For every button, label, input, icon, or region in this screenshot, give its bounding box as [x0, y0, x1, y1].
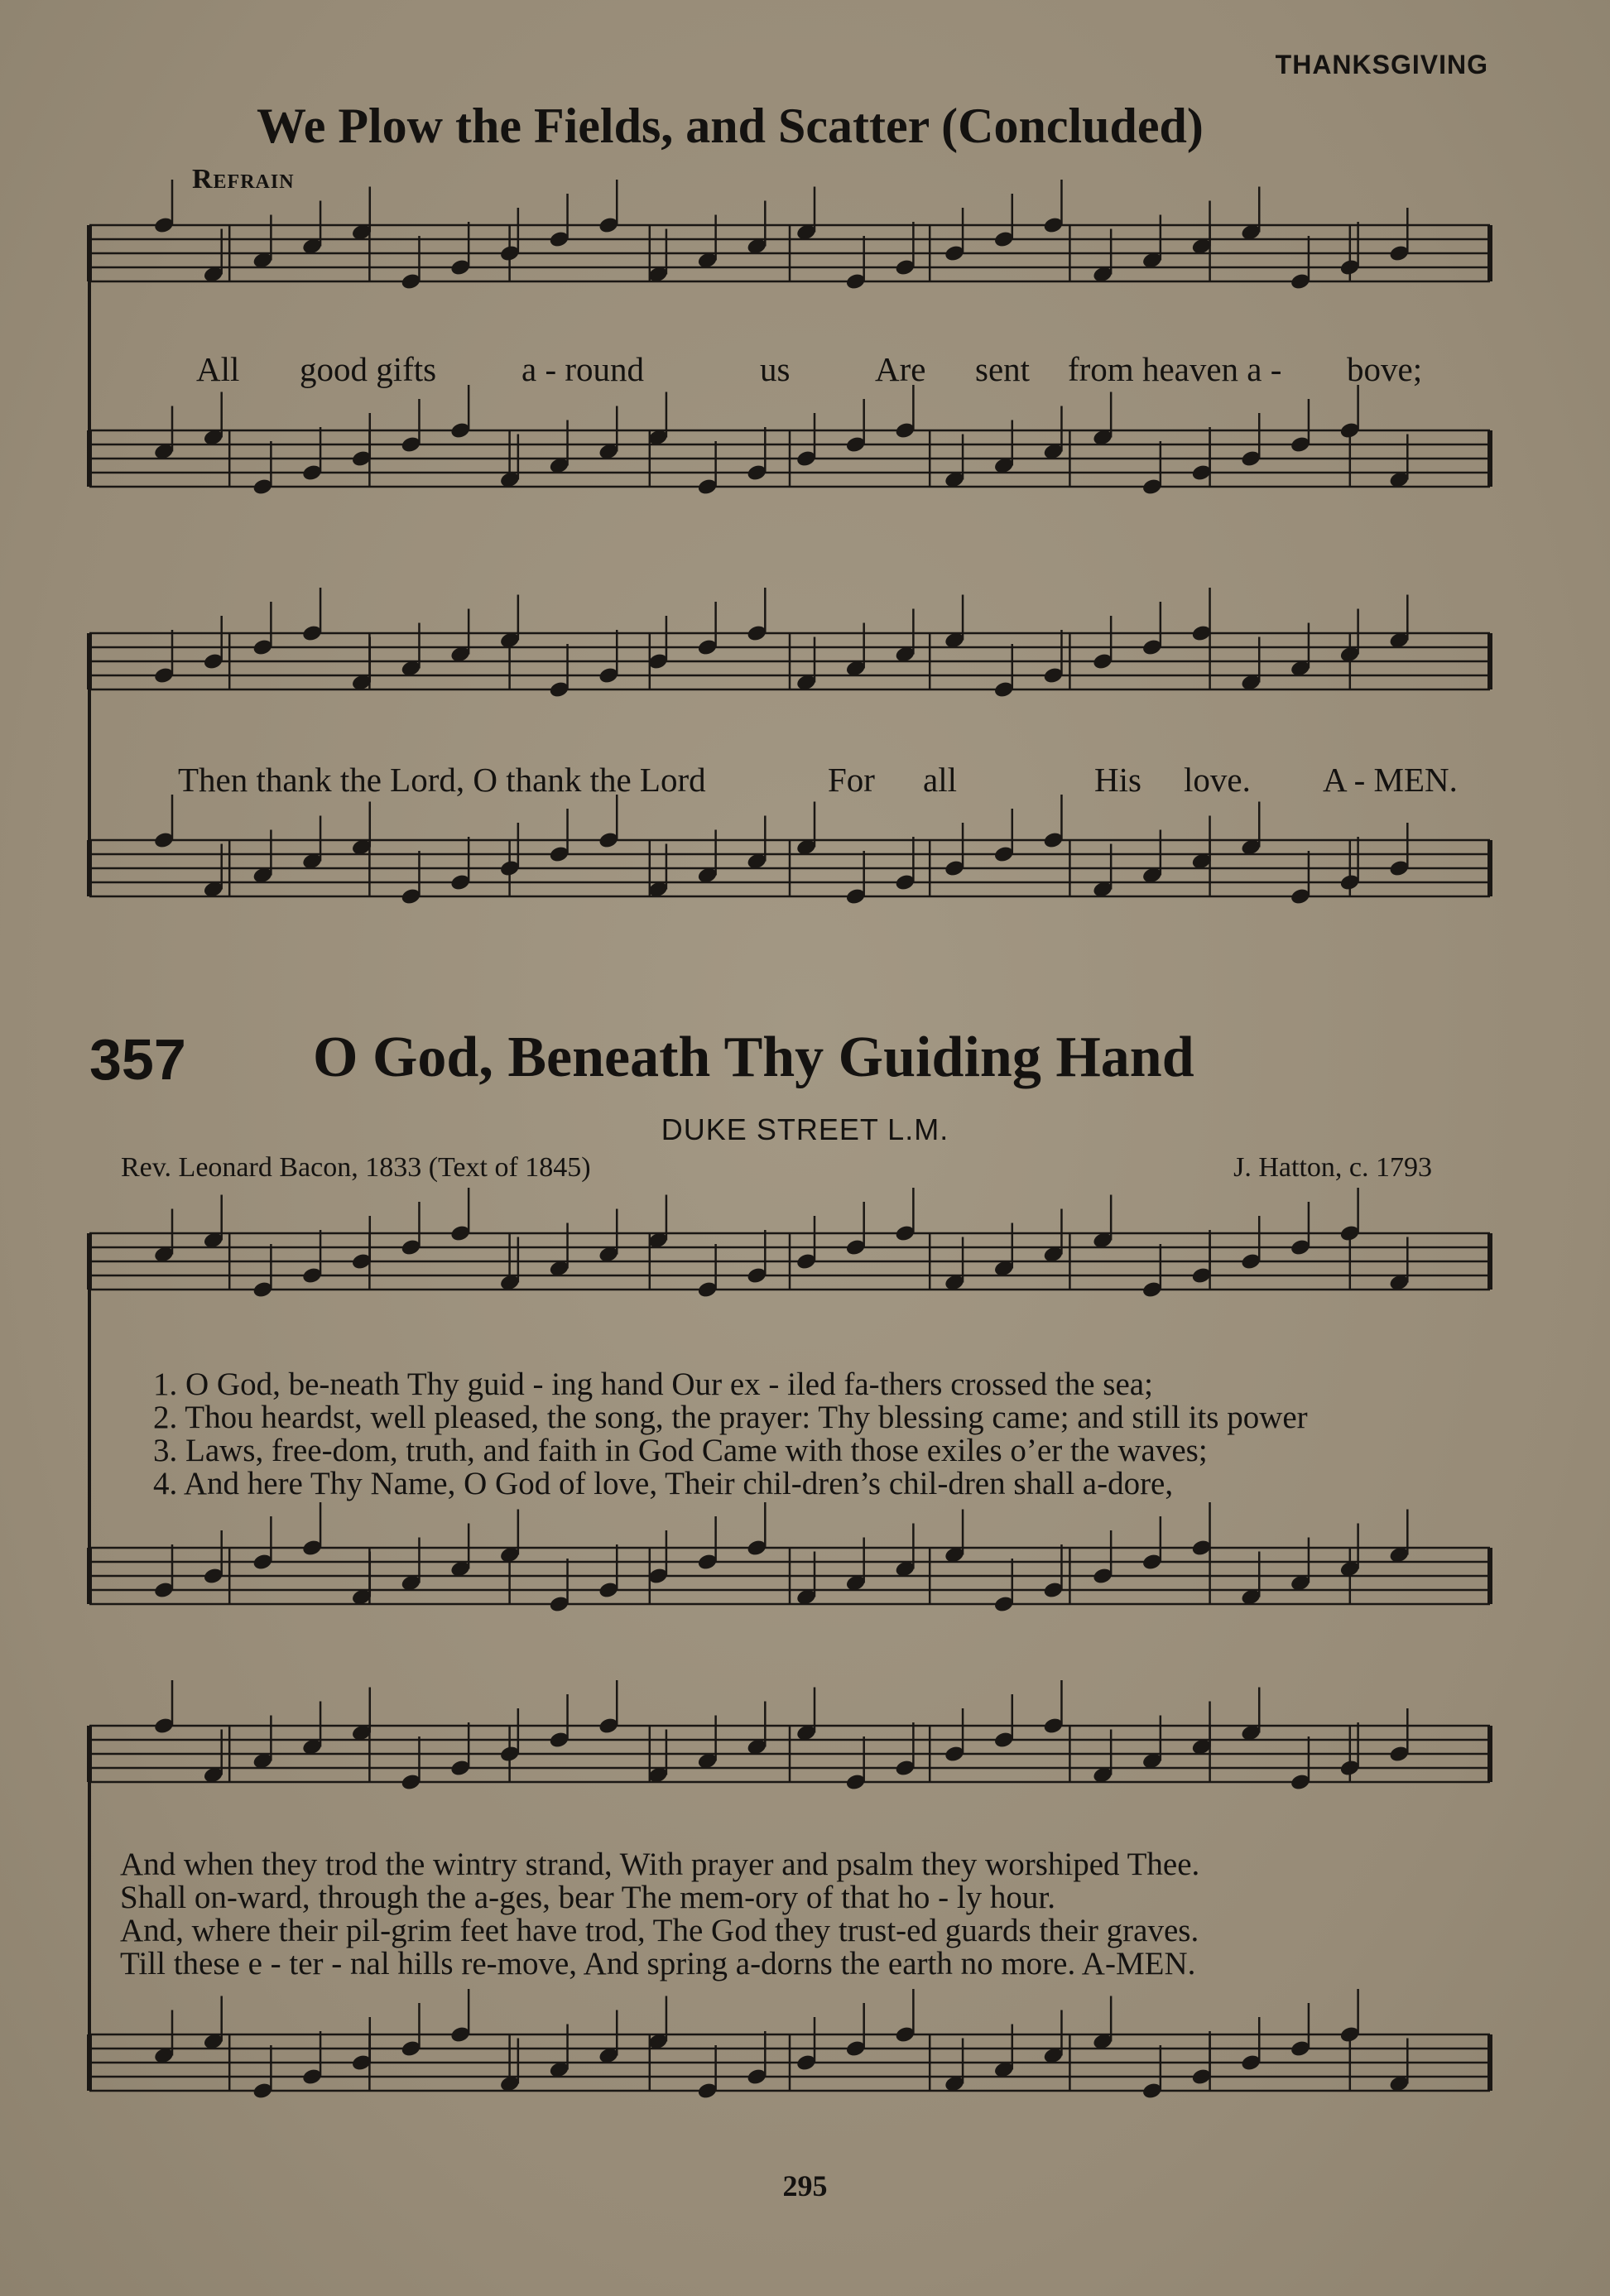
- lyric-word: all: [923, 761, 957, 799]
- lyric-phrase: Then thank the Lord, O thank the Lord: [178, 761, 706, 799]
- verse-line: 1. O God, be-neath Thy guid - ing hand Our ex - iled fa-thers crossed the sea;: [153, 1367, 1153, 1402]
- lyric-word: Are: [875, 350, 926, 388]
- lyric-word: His: [1094, 761, 1141, 799]
- lyric-word: love.: [1184, 761, 1251, 799]
- lyric-word: sent: [975, 350, 1031, 388]
- verse-line: Shall on-ward, through the a-ges, bear The mem-ory of that ho - ly hour.: [120, 1880, 1055, 1915]
- verse-line: And when they trod the wintry strand, With prayer and psalm they worshiped Thee.: [120, 1847, 1200, 1882]
- composer-credit: J. Hatton, c. 1793: [1233, 1152, 1432, 1183]
- verse-line: 2. Thou heardst, well pleased, the song, the prayer: Thy blessing came; and still its power: [153, 1400, 1308, 1435]
- lyric-word: bove;: [1347, 350, 1423, 388]
- lyric-word: us: [760, 350, 791, 388]
- tune-name: DUKE STREET L.M.: [661, 1112, 949, 1146]
- hymn-title: O God, Beneath Thy Guiding Hand: [313, 1026, 1194, 1089]
- refrain-label: Refrain: [192, 164, 295, 195]
- lyric-word: All: [196, 350, 240, 388]
- verse-line: Till these e - ter - nal hills re-move, And spring a-dorns the earth no more. A-MEN.: [120, 1946, 1196, 1981]
- hymn-number: 357: [89, 1027, 186, 1092]
- lyric-word: from heaven a -: [1068, 350, 1282, 388]
- author-credit: Rev. Leonard Bacon, 1833 (Text of 1845): [121, 1152, 591, 1183]
- page-number: 295: [782, 2169, 828, 2202]
- verse-line: 4. And here Thy Name, O God of love, Their chil-dren’s chil-dren shall a-dore,: [153, 1466, 1174, 1501]
- hymn-title-concluded: We Plow the Fields, and Scatter (Concluded): [257, 98, 1204, 153]
- verse-line: 3. Laws, free-dom, truth, and faith in God Came with those exiles o’er the waves;: [153, 1433, 1208, 1468]
- lyric-word: good gifts: [300, 350, 437, 388]
- section-header: THANKSGIVING: [1275, 50, 1488, 79]
- lyric-word: a - round: [521, 350, 645, 388]
- lyric-word: For: [828, 761, 875, 799]
- verse-line: And, where their pil-grim feet have trod, The God they trust-ed guards their graves.: [120, 1913, 1199, 1948]
- amen-label: A - MEN.: [1323, 761, 1458, 799]
